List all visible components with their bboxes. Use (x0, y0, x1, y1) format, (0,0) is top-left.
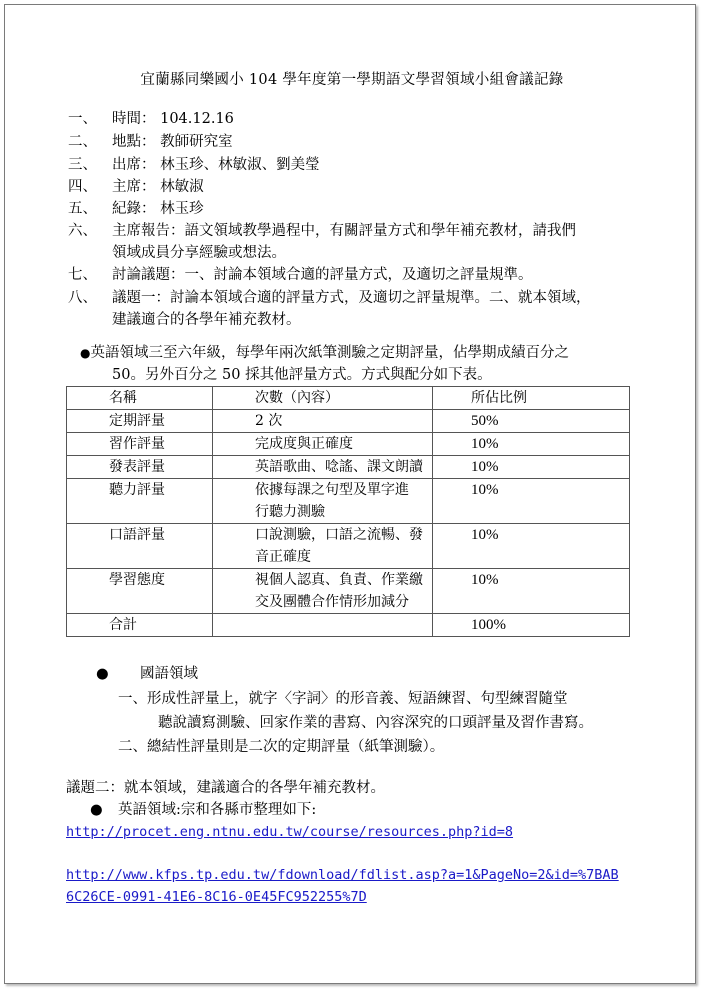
table-row (67, 479, 630, 524)
english-intro-line2: 50。另外百分之 50 採其他評量方式。方式與配分如下表。 (112, 367, 492, 383)
row-content (213, 614, 433, 637)
mandarin-point1: 一、形成性評量上，就字〈字詞〉的形音義、短語練習、句型練習隨堂 (118, 691, 568, 707)
item-text: 時間： 104.12.16 (112, 111, 234, 127)
item-number: 七、 (68, 267, 97, 283)
document-title: 宜蘭縣同樂國小 104 學年度第一學期語文學習領域小組會議記錄 (140, 72, 564, 88)
mandarin-heading: 國語領域 (140, 666, 198, 682)
row-ratio: 10% (433, 479, 630, 524)
table-row (67, 569, 630, 614)
row-ratio: 10% (433, 433, 630, 456)
item-number: 三、 (68, 157, 97, 173)
row-content: 依據每課之句型及單字進 行聽力測驗 (213, 479, 433, 524)
row-content: 視個人認真、負責、作業繳 交及團體合作情形加減分 (213, 569, 433, 614)
row-name: 學習態度 (67, 569, 213, 614)
row-content: 2 次 (213, 410, 433, 433)
item-number: 一、 (68, 111, 97, 127)
bullet-icon: ● (96, 666, 109, 682)
item-text: 主席報告：語文領域教學過程中，有關評量方式和學年補充教材，請我們 (112, 223, 576, 239)
mandarin-point2: 二、總結性評量則是二次的定期評量（紙筆測驗）。 (118, 739, 445, 755)
item-text: 地點： 教師研究室 (112, 134, 233, 150)
row-ratio: 50% (433, 410, 630, 433)
score-table (66, 386, 630, 637)
row-ratio: 10% (433, 456, 630, 479)
item-number: 二、 (68, 134, 97, 150)
topic2-heading: 議題二：就本領域，建議適合的各學年補充教材。 (66, 780, 385, 796)
mandarin-point1-cont: 聽說讀寫測驗、回家作業的書寫、內容深究的口頭評量及習作書寫。 (158, 715, 593, 731)
item-number: 五、 (68, 201, 97, 217)
item-text: 主席： 林敏淑 (112, 179, 204, 195)
table-row (67, 410, 630, 433)
table-row (67, 433, 630, 456)
item-text: 議題一：討論本領域合適的評量方式，及適切之評量規準。二、就本領域， (112, 290, 591, 306)
row-ratio: 10% (433, 524, 630, 569)
row-name: 定期評量 (67, 410, 213, 433)
row-name: 發表評量 (67, 456, 213, 479)
row-name: 合計 (67, 614, 213, 637)
row-content: 英語歌曲、唸謠、課文朗讀 (213, 456, 433, 479)
item-text: 討論議題：一、討論本領域合適的評量方式，及適切之評量規準。 (112, 267, 533, 283)
row-name: 習作評量 (67, 433, 213, 456)
table-header-row (67, 387, 630, 410)
english-intro-line1: ●英語領域三至六年級，每學年兩次紙筆測驗之定期評量，佔學期成績百分之 (80, 345, 569, 361)
table-header: 次數（內容） (213, 387, 433, 410)
english-resources-label: 英語領域:宗和各縣市整理如下: (118, 802, 317, 818)
row-ratio: 10% (433, 569, 630, 614)
resource-link-2-cont[interactable]: 6C26CE-0991-41E6-8C16-0E45FC952255%7D (66, 889, 367, 905)
table-header: 名稱 (67, 387, 213, 410)
row-name: 聽力評量 (67, 479, 213, 524)
row-name: 口語評量 (67, 524, 213, 569)
table-row (67, 524, 630, 569)
resource-link-2[interactable]: http://www.kfps.tp.edu.tw/fdownload/fdlist.asp?a=1&PageNo=2&id=%7BAB (66, 867, 619, 883)
table-header: 所佔比例 (433, 387, 630, 410)
resource-link-1[interactable]: http://procet.eng.ntnu.edu.tw/course/resources.php?id=8 (66, 824, 514, 840)
row-ratio: 100% (433, 614, 630, 637)
item-text: 領域成員分享經驗或想法。 (112, 245, 286, 261)
row-content: 口說測驗，口語之流暢、發 音正確度 (213, 524, 433, 569)
row-content: 完成度與正確度 (213, 433, 433, 456)
item-text: 紀錄： 林玉珍 (112, 201, 204, 217)
item-number: 四、 (68, 179, 97, 195)
item-text: 建議適合的各學年補充教材。 (112, 312, 301, 328)
item-number: 八、 (68, 290, 97, 306)
table-row (67, 456, 630, 479)
table-row-total (67, 614, 630, 637)
bullet-icon: ● (80, 346, 91, 360)
item-number: 六、 (68, 223, 97, 239)
bullet-icon: ● (90, 802, 103, 818)
item-text: 出席： 林玉珍、林敏淑、劉美瑩 (112, 157, 320, 173)
